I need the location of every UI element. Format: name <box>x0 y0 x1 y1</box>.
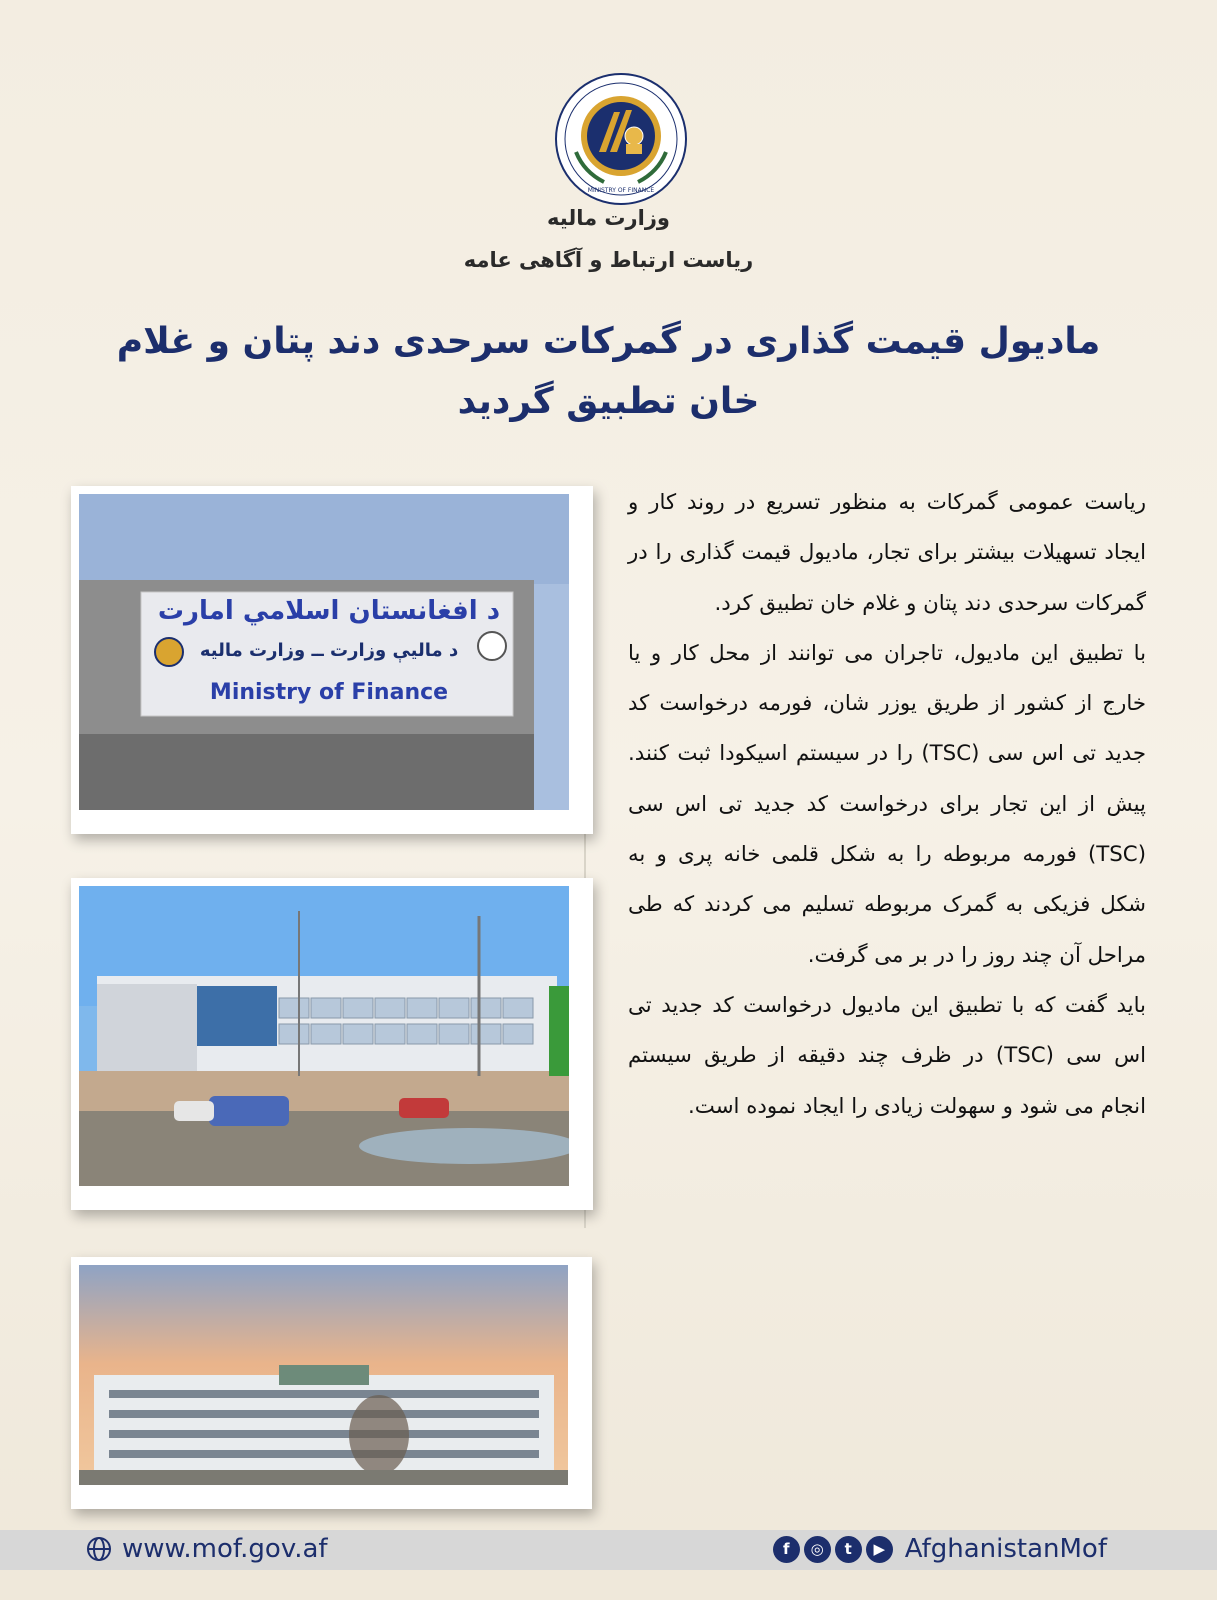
logo-caption: MINISTRY OF FINANCE <box>587 187 655 194</box>
photo-ministry-sign <box>71 486 593 834</box>
article-paragraph-3: باید گفت که با تطبیق این مادیول درخواست کد جدید تی اس سی (TSC) در ظرف چند دقیقه از طریق سیستم انجام می شود و سهولت زیادی را ایجاد نموده است. <box>628 992 1146 1119</box>
sign-line-1: د افغانستان اسلامي امارت <box>157 596 501 626</box>
twitter-icon[interactable]: t <box>835 1536 862 1563</box>
photo-customs-building <box>71 878 593 1210</box>
ministry-of-finance-emblem-icon <box>554 72 688 206</box>
page-title: مادیول قیمت گذاری در گمرکات سرحدی دند پتان و غلام خان تطبیق گردید <box>116 321 1101 422</box>
department-name: ریاست ارتباط و آگاهی عامه <box>463 248 754 272</box>
footer-bar <box>0 1530 1217 1570</box>
article-body <box>628 478 1146 1132</box>
ministry-logo <box>554 72 688 206</box>
article-paragraph-1: ریاست عمومی گمرکات به منظور تسریع در روند کار و ایجاد تسهیلات بیشتر برای تجار، مادیول قیمت گذاری را در گمرکات سرحدی دند پتان و غلام خان تطبیق کرد. <box>628 490 1146 616</box>
social-handle[interactable]: AfghanistanMof <box>904 1534 1107 1564</box>
photo-ministry-building <box>71 1257 592 1509</box>
website-link[interactable] <box>86 1534 328 1564</box>
youtube-icon[interactable]: ▶ <box>866 1536 893 1563</box>
sign-line-3: Ministry of Finance <box>209 680 449 705</box>
globe-icon <box>86 1536 112 1562</box>
instagram-icon[interactable]: ◎ <box>804 1536 831 1563</box>
website-url: www.mof.gov.af <box>122 1534 328 1564</box>
sign-line-2: د مالیې وزارت ــ وزارت مالیه <box>199 640 459 661</box>
facebook-icon[interactable]: f <box>773 1536 800 1563</box>
article-paragraph-2: با تطبیق این مادیول، تاجران می توانند از محل کار و یا خارج از کشور از طریق یوزر شان، فورمه درخواست کد جدید تی اس سی (TSC) را در سیستم اسیکودا ثبت کنند. پیش از این تجار برای درخواست کد جدید تی اس سی (TSC) فورمه مربوطه را به شکل قلمی خانه پری و به شکل فزیکی به گمرک مربوطه تسلیم می کردند که طی مراحل آن چند روز را در بر می گرفت. <box>628 640 1146 968</box>
social-links <box>773 1534 1107 1564</box>
ministry-name: وزارت مالیه <box>547 206 670 230</box>
